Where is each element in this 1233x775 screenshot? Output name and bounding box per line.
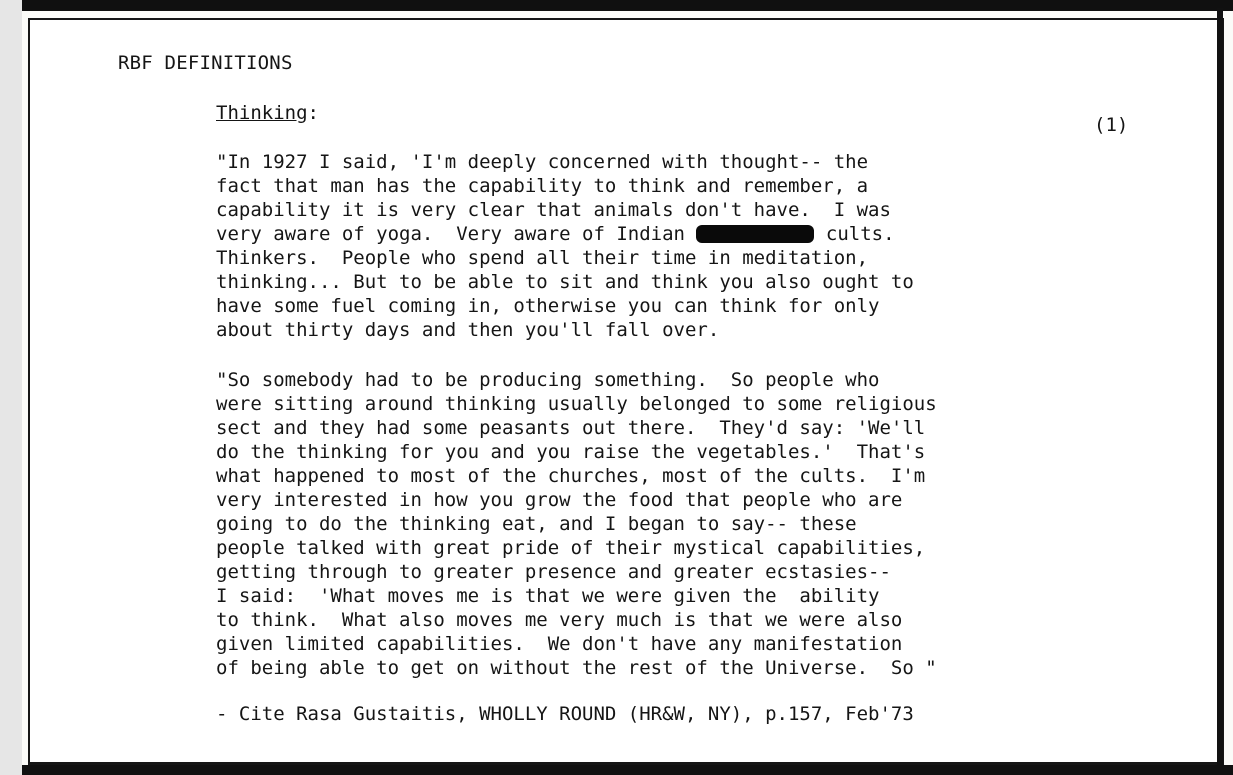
text-line: sect and they had some peasants out there. They'd say: 'We'll: [216, 417, 926, 439]
text-line: "In 1927 I said, 'I'm deeply concerned with thought-- the: [216, 151, 869, 173]
text-line: Thinkers. People who spend all their time in meditation,: [216, 247, 869, 269]
section-title-text: Thinking: [216, 102, 308, 124]
section-title-colon: :: [307, 102, 319, 124]
top-border-rule: [22, 0, 1233, 11]
redaction-mark: [696, 225, 814, 243]
section-title: [216, 102, 319, 124]
text-line: what happened to most of the churches, most of the cults. I'm: [216, 465, 926, 487]
text-line: capability it is very clear that animals don't have. I was: [216, 199, 891, 221]
text-line: I said: 'What moves me is that we were given the ability: [216, 585, 880, 607]
right-border-rule: [1217, 8, 1223, 775]
text-line: fact that man has the capability to think and remember, a: [216, 175, 869, 197]
text-line: getting through to greater presence and greater ecstasies--: [216, 561, 891, 583]
page-left-margin: [0, 0, 22, 775]
paragraph-1: [216, 150, 1116, 342]
text-line-start: very aware of yoga. Very aware of Indian: [216, 223, 685, 245]
text-line: were sitting around thinking usually belonged to some religious: [216, 393, 937, 415]
text-line: "So somebody had to be producing something. So people who: [216, 369, 880, 391]
text-line: people talked with great pride of their mystical capabilities,: [216, 537, 926, 559]
text-line: very interested in how you grow the food that people who are: [216, 489, 903, 511]
page-number: (1): [1094, 114, 1129, 136]
text-line: about thirty days and then you'll fall over.: [216, 319, 720, 341]
text-line: have some fuel coming in, otherwise you can think for only: [216, 295, 880, 317]
text-line: [216, 222, 1116, 246]
text-line: of being able to get on without the rest of the Universe. So ": [216, 657, 937, 679]
text-line: thinking... But to be able to sit and think you also ought to: [216, 271, 914, 293]
text-line-end: cults.: [814, 223, 895, 245]
paragraph-2: [216, 368, 1116, 680]
text-line: to think. What also moves me very much is that we were also: [216, 609, 903, 631]
document-heading: RBF DEFINITIONS: [118, 52, 293, 74]
text-line: given limited capabilities. We don't have any manifestation: [216, 633, 903, 655]
bottom-border-rule: [22, 765, 1233, 775]
citation: - Cite Rasa Gustaitis, WHOLLY ROUND (HR&W, NY), p.157, Feb'73: [216, 703, 914, 725]
text-line: going to do the thinking eat, and I began to say-- these: [216, 513, 857, 535]
text-line: do the thinking for you and you raise the vegetables.' That's: [216, 441, 926, 463]
